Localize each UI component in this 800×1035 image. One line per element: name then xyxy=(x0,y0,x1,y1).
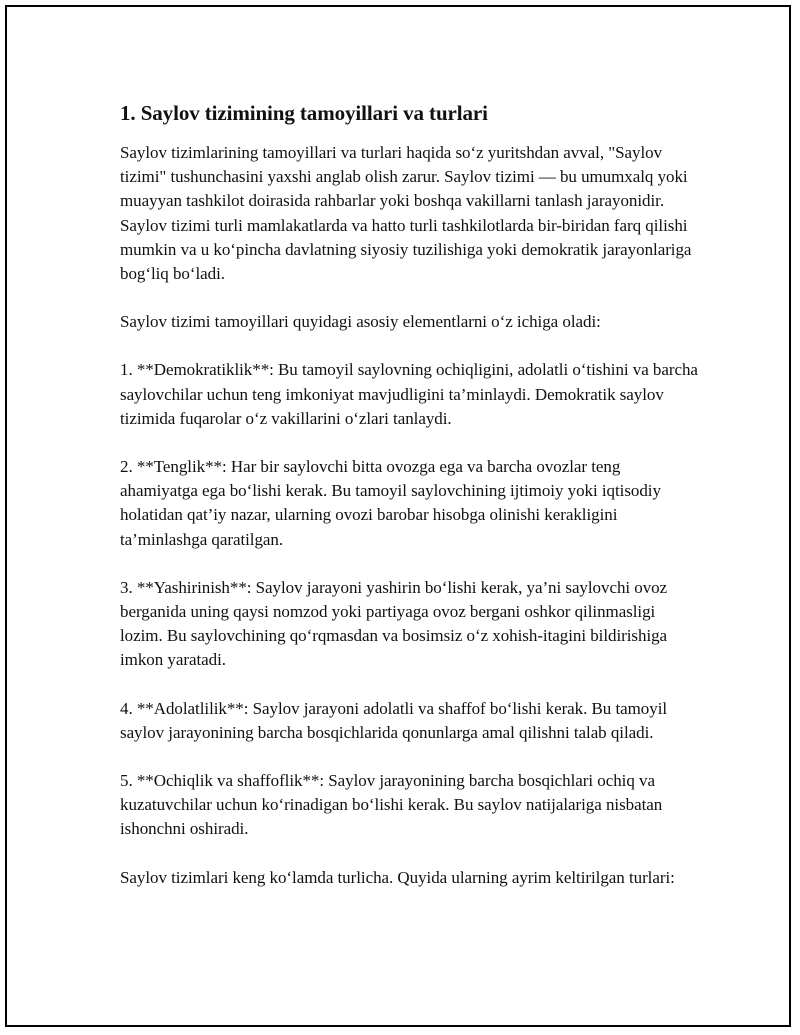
document-body xyxy=(120,99,700,914)
paragraph-equality: 2. **Tenglik**: Har bir saylovchi bitta ovozga ega va barcha ovozlar teng ahamiyatga ega bo‘lishi kerak. Bu tamoyil saylovchining ijtimoiy yoki iqtisodiy holatidan qat’iy nazar, ularning ovozi barobar hisobga olinishi kerakligini ta’minlashga qaratilgan. xyxy=(120,457,661,549)
paragraph-types-intro: Saylov tizimlari keng ko‘lamda turlicha. Quyida ularning ayrim keltirilgan turlari: xyxy=(120,867,675,887)
document-page xyxy=(5,5,791,1027)
paragraph-democracy: 1. **Demokratiklik**: Bu tamoyil saylovning ochiqligini, adolatli o‘tishini va barcha saylovchilar uchun teng imkoniyat mavjudligini ta’minlaydi. Demokratik saylov tizimida fuqarolar o‘z vakillarini o‘zlari tanlaydi. xyxy=(120,360,698,428)
paragraph-fairness: 4. **Adolatlilik**: Saylov jarayoni adolatli va shaffof bo‘lishi kerak. Bu tamoyil saylov jarayonining barcha bosqichlarida qonunlarga amal qilishni talab qiladi. xyxy=(120,698,668,742)
section-heading: 1. Saylov tizimining tamoyillari va turlari xyxy=(120,101,488,125)
paragraph-secrecy: 3. **Yashirinish**: Saylov jarayoni yashirin bo‘lishi kerak, ya’ni saylovchi ovoz berganida uning qaysi nomzod yoki partiyaga ovoz bergani oshkor qilinmasligi lozim. Bu saylovchining qo‘rqmasdan va bosimsiz o‘z xohish-itagini bildirishiga imkon yaratadi. xyxy=(120,577,668,670)
paragraph-intro: Saylov tizimlarining tamoyillari va turlari haqida so‘z yuritshdan avval, "Saylov tizimi" tushunchasini yaxshi anglab olish zarur. Saylov tizimi — bu umumxalq yoki muayyan tashkilot doirasida rahbarlar yoki boshqa vakillarni tanlash jarayonidir. Saylov tizimi turli mamlakatlarda va hatto turli tashkilotlarda bir-biridan farq qilishi mumkin va u ko‘pincha davlatning siyosiy tuzilishiga yoki demokratik jarayonlariga bog‘liq bo‘ladi. xyxy=(120,143,692,284)
paragraph-transparency: 5. **Ochiqlik va shaffoflik**: Saylov jarayonining barcha bosqichlari ochiq va kuzatuvchilar uchun ko‘rinadigan bo‘lishi kerak. Bu saylov natijalariga nisbatan ishonchni oshiradi. xyxy=(120,771,663,839)
paragraph-principles-intro: Saylov tizimi tamoyillari quyidagi asosiy elementlarni o‘z ichiga oladi: xyxy=(120,312,601,332)
